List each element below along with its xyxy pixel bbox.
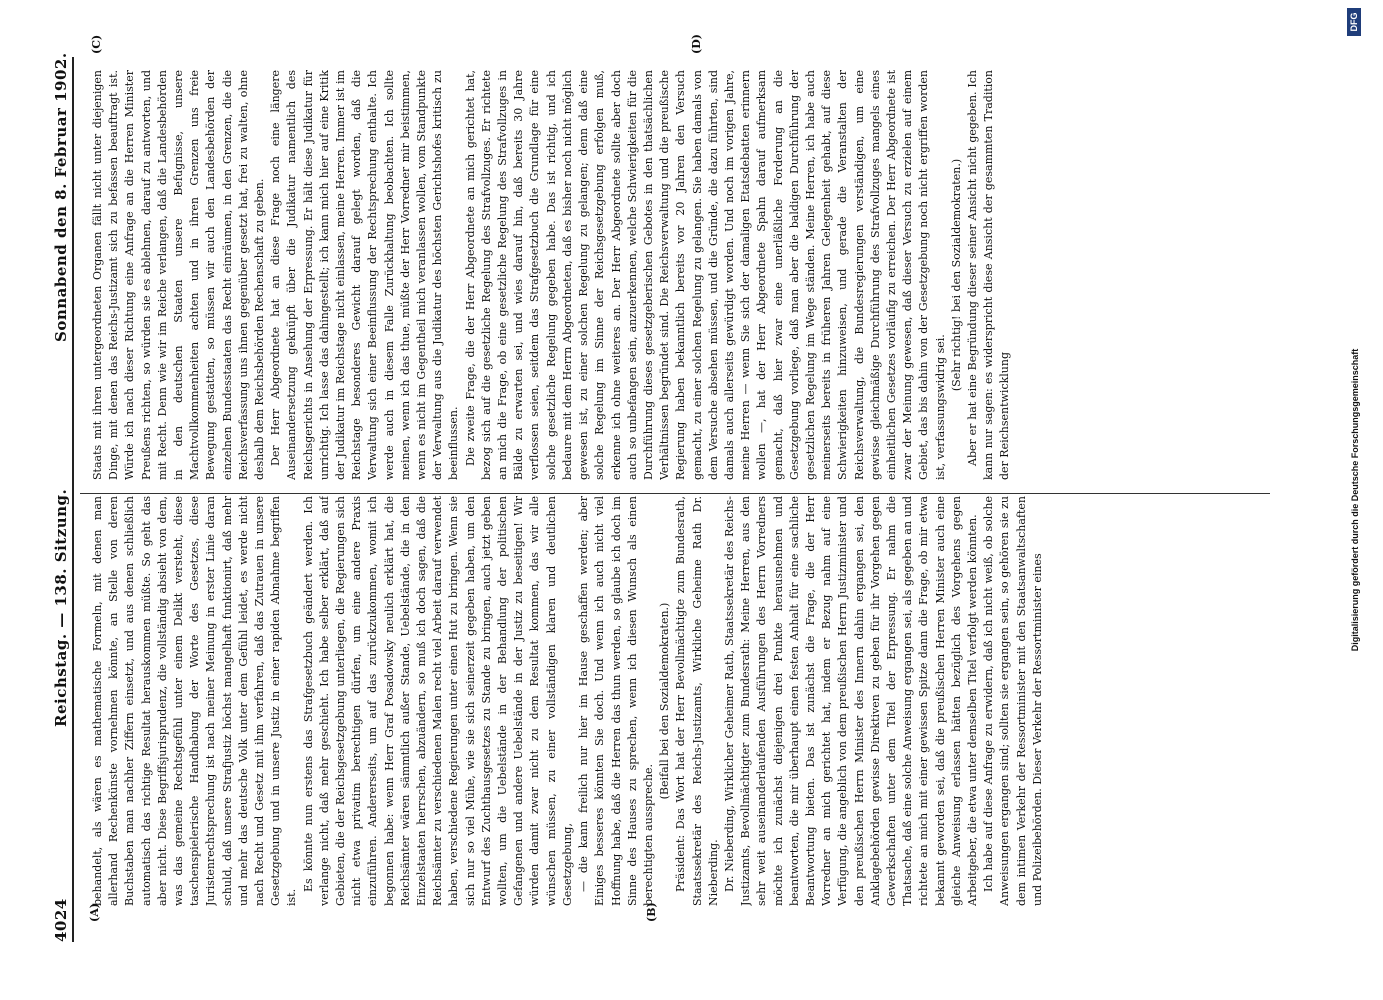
session-title: Reichstag. — 138. Sitzung. (52, 488, 70, 727)
paragraph: Aber er hat eine Begründung dieser seiner Ansicht nicht gegeben. Ich kann nur sagen: es widerspricht diese Ansicht der gesammten Tradition der Reichsentwicklung (965, 70, 1012, 480)
paragraph: Der Herr Abgeordnete hat an diese Frage noch eine längere Auseinandersetzung geknüpft über die Judikatur namentlich des Reichsgerichts in Ansehung der Erpressung. Er hält diese Judikatur für unrichtig. Ich lasse das dahingestellt; ich kann mich hier auf eine Kritik der Judikatur im Reichstage nicht einlassen, meine Herren. Immer ist im Reichstage besonderes Gewicht darauf gelegt worden, daß die Verwaltung sich einer Beeinflussung der Rechtsprechung enthalte. Ich werde auch in diesem Falle Zurückhaltung beobachten. Ich sollte meinen, wenn ich das thue, müßte der Herr Vorredner mir beistimmen, wenn es nicht im Gegentheil mich veranlassen wollen, vom Standpunkte der Verwaltung aus die Judikatur des höchsten Gerichtshofes kritisch zu beeinflussen. (269, 70, 461, 480)
right-column (90, 70, 1250, 480)
margin-mark-c: (C) (90, 34, 103, 54)
page-header (52, 42, 72, 942)
applause-note: (Beifall bei den Sozialdemokraten.) (658, 602, 672, 800)
digitization-credit: Digitalisierung gefördert durch die Deutsche Forschungsgemeinschaft (1350, 348, 1360, 652)
paragraph: behandelt, als wären es mathematische Formeln, mit denen man allerhand Rechenkünste vornehmen könnte, an Stelle von deren Buchstaben man nachher Ziffern einsetzt, und aus denen schließlich automatisch das richtige Resultat herauskommen müßte. So geht das aber nicht. Diese Begriffsjurisprudenz, die vollständig absieht von dem, was das gemeine Rechtsgefühl unter einem Delikt versteht, diese taschenspielerische Handhabung der Worte des Gesetzes, diese Juristenrechtsprechung ist nach meiner Meinung in erster Linie daran schuld, daß unsere Strafjustiz höchst mangelhaft funktionirt, daß mehr und mehr das deutsche Volk unter dem Gefühl leidet, es werde nicht nach Recht und Gesetz mit ihm verfahren, daß das Zutrauen in unsere Gesetzgebung und in unsere Justiz in einer rapiden Abnahme begriffen ist. (91, 496, 299, 906)
speech-nieberding: Dr. Nieberding, Wirklicher Geheimer Rath, Staatssekretär des Reichs-Justizamts, Bevollmächtigter zum Bundesrath: Meine Herren, aus den sehr weit auseinanderlaufenden Ausführungen des Herrn Vorredners möchte ich zunächst diejenigen drei Punkte herausnehmen und beantworten, die mir überhaupt einen festen Anhalt für eine sachliche Beantwortung bieten. Das ist zunächst die Frage, die der Herr Vorredner an mich gerichtet hat, indem er Bezug nahm auf eine Verfügung, die angeblich von dem preußischen Herrn Justizminister und den preußischen Herrn Minister des Innern dahin ergangen sei, den Anklagebehörden gewisse Direktiven zu geben für ihr Vorgehen gegen Gewerkschaften unter dem Titel der Erpressung. Er nahm die Thatsache, daß eine solche Anweisung ergangen sei, als gegeben an und richtete an mich mit einer gewissen Spitze dann die Frage, ob mir etwa bekannt geworden sei, daß die preußischen Herren Minister auch eine gleiche Anweisung erlassen hätten bezüglich des Vorgehens gegen Arbeitgeber, die etwa unter demselben Titel verfolgt werden könnten. (722, 496, 979, 906)
paragraph: Die zweite Frage, die der Herr Abgeordnete an mich gerichtet hat, bezog sich auf die gesetzliche Regelung des Strafvollzuges. Er richtete an mich die Frage, ob eine gesetzliche Regelung des Strafvollzuges in Bälde zu erwarten sei, und wies darauf hin, daß bereits 30 Jahre verflossen seien, seitdem das Strafgesetzbuch die Grundlage für eine solche gesetzliche Regelung gegeben habe. Das ist richtig, und ich bedaure mit dem Herrn Abgeordneten, daß es bisher noch nicht möglich gewesen ist, zu einer solchen Regelung zu gelangen; denn daß eine solche Regelung im Sinne der Reichsgesetzgebung erfolgen muß, erkenne ich ohne weiteres an. Der Herr Abgeordnete sollte aber doch auch so unbefangen sein, anzuerkennen, welche Schwierigkeiten für die Durchführung dieses gesetzgeberischen Gebotes in den thatsächlichen Verhältnissen begründet sind. Die Reichsverwaltung und die preußische Regierung haben bekanntlich bereits vor 20 Jahren den Versuch gemacht, zu einer solchen Regelung zu gelangen. Sie haben damals von dem Versuche absehen müssen, und die Gründe, die dazu führten, sind damals auch allerseits gewürdigt worden. Und noch im vorigen Jahre, meine Herren — wenn Sie sich der damaligen Etatsdebatten erinnern wollen —, hat der Herr Abgeordnete Spahn darauf aufmerksam gemacht, daß hier zwar eine unerläßliche Forderung an die Gesetzgebung vorliege, daß man aber die baldigen Durchführung der gesetzlichen Regelung im Wege ständen. Meine Herren, ich habe auch meinerseits bereits in früheren Jahren Gelegenheit gehabt, auf diese Schwierigkeiten hinzuweisen, und gerade die Veranstalten der Reichsverwaltung, die Bundesregierungen verständigen, um eine gewisse gleichmäßige Durchführung des Strafvollzuges mangels eines einheitlichen Gesetzes vorläufig zu erreichen. Der Herr Abgeordnete ist zwar der Meinung gewesen, daß dieser Versuch zu erzielen auf einem Gebiet, das bis dahin von der Gesetzgebung noch nicht ergriffen worden ist, verfassungswidrig sei. (463, 70, 947, 480)
paragraph: — die kann freilich nur hier im Hause geschaffen werden; aber Einiges besseres könnten Sie doch. Und wenn ich auch nicht viel Hoffnung habe, daß die Herren das thun werden, so glaube ich doch im Sinne des Hauses zu sprechen, wenn ich diesen Wunsch als einen berechtigten ausspreche. (577, 496, 655, 906)
president-line: Präsident: Das Wort hat der Herr Bevollmächtigte zum Bundesrath, Staatssekretär des Reichs-Justizamts, Wirkliche Geheime Rath Dr. Nieberding. (674, 496, 720, 906)
margin-mark-a: (A) (88, 903, 101, 922)
left-column (90, 496, 1250, 906)
margin-mark-d: (D) (690, 34, 703, 54)
page-number: 4024 (52, 898, 70, 942)
dfg-logo: DFG (1347, 8, 1361, 36)
margin-mark-b: (B) (645, 902, 658, 922)
header-rule (72, 57, 74, 942)
column-divider (80, 493, 1270, 494)
paragraph: Es könnte nun erstens das Strafgesetzbuch geändert werden. Ich verlange nicht, daß mehr geschieht. Ich habe selber erklärt, daß auf Gebieten, die der Reichsgesetzgebung unterliegen, die Regierungen sich nicht etwa privatim berechtigen dürfen, um eine andere Praxis einzuführen. Andererseits, um auf das zurückzukommen, womit ich begonnen habe: wenn Herr Graf Posadowsky neulich erklärt hat, die Reichsämter wären sämmtlich außer Stande, Uebelstände, die in den Einzelstaaten herrschen, abzuändern, so muß ich doch sagen, daß die Reichsämter zu verschiedenen Malen recht viel Arbeit darauf verwendet haben, verschiedene Regierungen unter einen Hut zu bringen. Wenn sie sich nur so viel Mühe, wie sie sich seinerzeit gegeben haben, um den Entwurf des Zuchthausgesetzes zu Stande zu bringen, auch jetzt geben wollten, um die Uebelstände in der Behandlung der politischen Gefangenen und andere Uebelstände in der Justiz zu beseitigen! Wir würden damit zwar nicht zu dem Resultat kommen, das wir alle wünschen müssen, zu einer vollständigen klaren und deutlichen Gesetzgebung, (301, 496, 574, 906)
speech-nieberding-continued: Ich habe auf diese Anfrage zu erwidern, daß ich nicht weiß, ob solche Anweisungen ergangen sind; sollten sie ergangen sein, so gehören sie zu dem intimen Verkehr der Ressortminister mit den Staatsanwaltschaften und Polizeibehörden. Dieser Verkehr der Ressortminister eines (982, 496, 1044, 906)
interjection-note: (Sehr richtig! bei den Sozialdemokraten.) (949, 158, 963, 392)
session-date: Sonnabend den 8. Februar 1902. (52, 52, 70, 342)
paragraph: Staats mit ihren untergeordneten Organen fällt nicht unter diejenigen Dinge, mit denen das Reichs-Justizamt sich zu befassen beauftragt ist. Würde ich nach dieser Richtung eine Anfrage an die Herren Minister Preußens richten, so würden sie es ablehnen, darauf zu antworten, und mit Recht. Denn wie wir im Reiche verlangen, daß die Landesbehörden in den deutschen Staaten unsere Befugnisse, unsere Machtvollkommenheiten achten und in ihren Grenzen uns freie Bewegung gestatten, so müssen wir auch den Landesbehörden der einzelnen Bundesstaaten das Recht einräumen, in den Grenzen, die die Reichsverfassung uns ihnen gegenüber gesetzt hat, frei zu walten, ohne deshalb dem Reichsbehörden Rechenschaft zu geben. (91, 70, 267, 480)
